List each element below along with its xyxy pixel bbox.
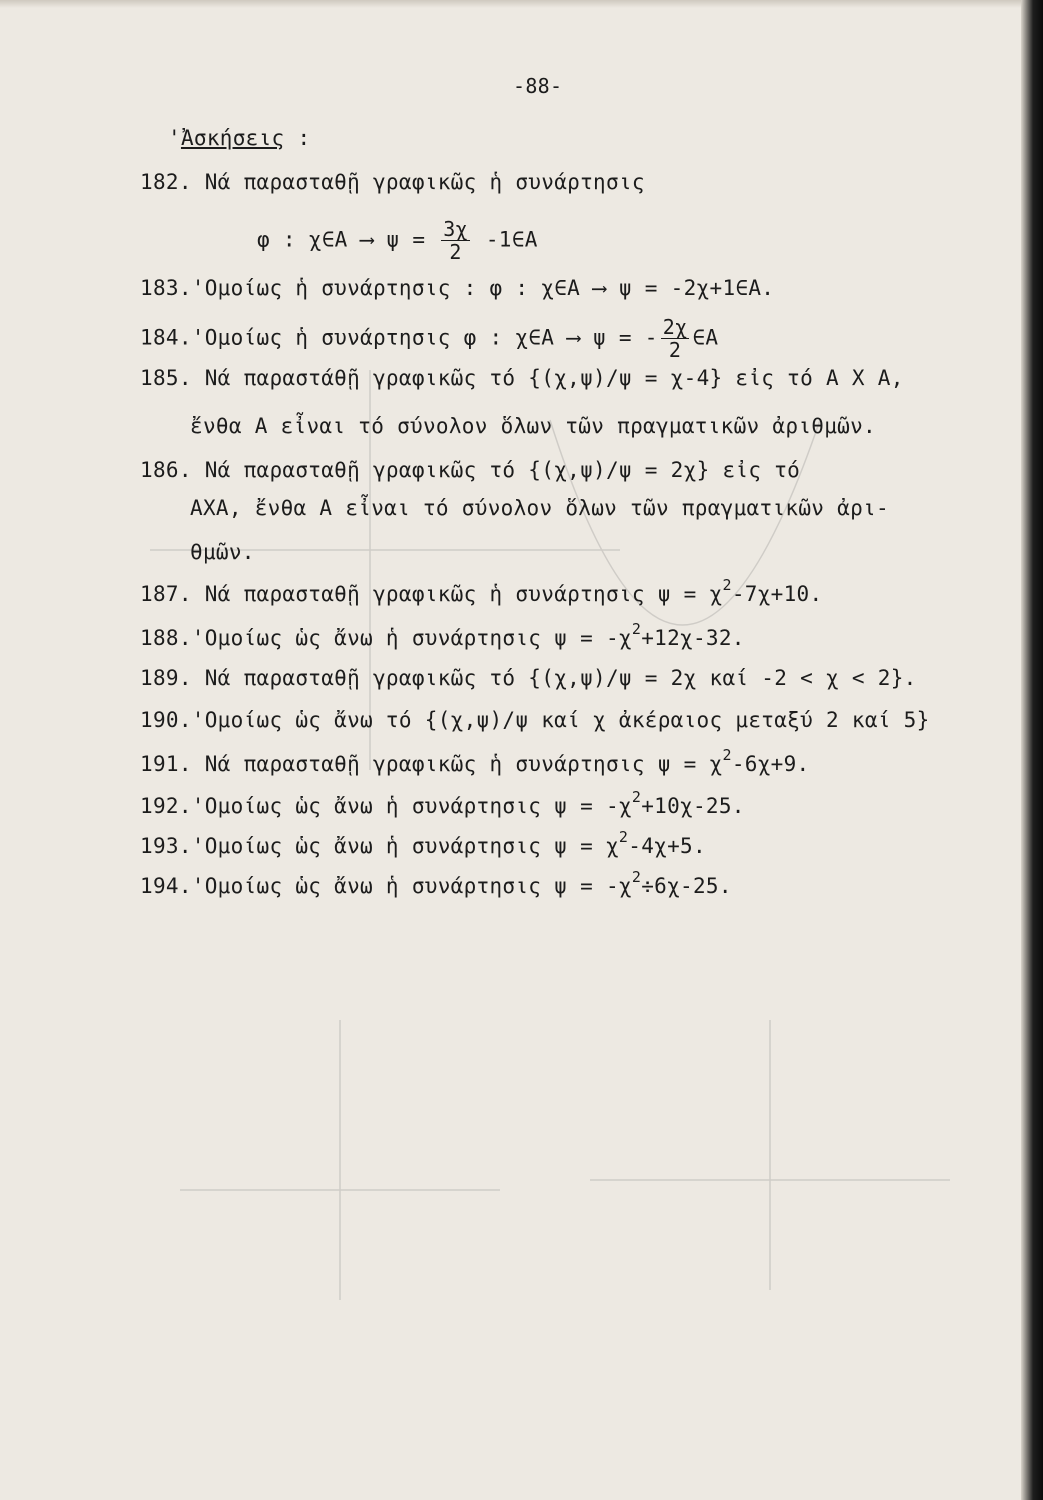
exponent: 2 bbox=[722, 576, 732, 594]
exercise-182 bbox=[140, 168, 645, 196]
exponent: 2 bbox=[631, 620, 642, 638]
exercise-187 bbox=[140, 576, 823, 608]
exercise-text-end: -4χ+5. bbox=[628, 834, 706, 858]
fraction-denominator: 2 bbox=[449, 240, 462, 264]
bleed-through-figure bbox=[120, 70, 1000, 1400]
fraction bbox=[441, 218, 470, 263]
exercise-193 bbox=[140, 828, 706, 860]
exercise-number: 185. bbox=[140, 366, 192, 390]
exercise-text: 'Ομοίως ὡς ἄνω ἡ συνάρτησις ψ = -χ bbox=[191, 626, 632, 650]
page-top-shadow bbox=[0, 0, 1043, 8]
exercise-text: Νά παρασταθῇ γραφικῶς ἡ συνάρτησις bbox=[204, 170, 645, 194]
exercise-186-cont2 bbox=[190, 538, 255, 566]
exercise-191 bbox=[140, 746, 810, 778]
section-heading bbox=[168, 124, 310, 152]
fraction bbox=[661, 316, 690, 361]
exercise-text-end: -6χ+9. bbox=[731, 752, 810, 776]
formula-rhs: -1∈Α bbox=[485, 227, 538, 252]
exercise-text-end: ∈Α bbox=[692, 325, 719, 350]
exercise-text: 'Ομοίως ὡς ἄνω ἡ συνάρτησις ψ = -χ bbox=[191, 874, 632, 898]
heading-apostrophe: ' bbox=[168, 126, 181, 150]
exercise-text: 'Ομοίως ὡς ἄνω ἡ συνάρτησις ψ = χ bbox=[191, 834, 619, 858]
exercise-186 bbox=[140, 456, 800, 484]
fraction-denominator: 2 bbox=[668, 338, 682, 362]
formula-lhs: φ : χ∈Α ⟶ ψ = bbox=[257, 227, 426, 252]
exercise-192 bbox=[140, 788, 745, 820]
exercise-text: Νά παρασταθῇ γραφικῶς ἡ συνάρτησις ψ = χ bbox=[204, 752, 723, 776]
exercise-text-end: +10χ-25. bbox=[641, 794, 745, 818]
exercise-190 bbox=[140, 706, 930, 734]
exercise-number: 184. bbox=[140, 325, 192, 350]
heading-title: Ἀσκήσεις bbox=[180, 126, 285, 150]
page-number: -88- bbox=[513, 74, 563, 98]
exercise-number: 183. bbox=[140, 276, 192, 300]
exercise-text: ἔνθα Α εἶναι τό σύνολον ὅλων τῶν πραγματικῶν ἀριθμῶν. bbox=[190, 414, 876, 438]
exercise-text: ΑΧΑ, ἔνθα Α εἶναι τό σύνολον ὅλων τῶν πραγματικῶν ἀρι- bbox=[190, 496, 889, 520]
exercise-number: 191. bbox=[140, 752, 192, 776]
exercise-183 bbox=[140, 274, 774, 302]
exercise-text: Νά παρασταθῇ γραφικῶς ἡ συνάρτησις ψ = χ bbox=[204, 582, 723, 606]
exercise-185-cont bbox=[190, 412, 876, 440]
exercise-text: 'Ομοίως ἡ συνάρτησις φ : χ∈Α ⟶ ψ = - bbox=[191, 325, 658, 350]
fraction-numerator: 2χ bbox=[662, 315, 688, 339]
fraction-numerator: 3χ bbox=[443, 217, 468, 241]
exercise-number: 187. bbox=[140, 582, 192, 606]
exercise-number: 182. bbox=[140, 170, 192, 194]
exercise-number: 186. bbox=[140, 458, 192, 482]
exercise-188 bbox=[140, 620, 745, 652]
heading-colon: : bbox=[297, 126, 311, 150]
exercise-text: 'Ομοίως ὡς ἄνω τό {(χ,ψ)/ψ καί χ ἀκέραιος μεταξύ 2 καί 5} bbox=[191, 708, 930, 732]
exercise-text: θμῶν. bbox=[190, 540, 255, 564]
exercise-186-cont bbox=[190, 494, 889, 522]
exercise-number: 193. bbox=[140, 834, 192, 858]
exercise-text-end: -7χ+10. bbox=[731, 582, 823, 606]
exponent: 2 bbox=[722, 746, 732, 764]
exercise-182-formula bbox=[257, 218, 538, 263]
page-binding-edge bbox=[1021, 0, 1043, 1500]
exercise-number: 192. bbox=[140, 794, 192, 818]
exercise-194 bbox=[140, 868, 732, 900]
exponent: 2 bbox=[631, 788, 642, 806]
exercise-text-end: ÷6χ-25. bbox=[641, 874, 732, 898]
exercise-text-end: +12χ-32. bbox=[641, 626, 745, 650]
exercise-number: 189. bbox=[140, 666, 192, 690]
exercise-text: 'Ομοίως ἡ συνάρτησις : φ : χ∈Α ⟶ ψ = -2χ+1∈Α. bbox=[191, 276, 775, 300]
exercise-text: 'Ομοίως ὡς ἄνω ἡ συνάρτησις ψ = -χ bbox=[191, 794, 632, 818]
exponent: 2 bbox=[618, 828, 629, 846]
exercise-number: 190. bbox=[140, 708, 192, 732]
exercise-184 bbox=[140, 316, 718, 361]
exercise-185 bbox=[140, 364, 904, 392]
exercise-text: Νά παρασταθῇ γραφικῶς τό {(χ,ψ)/ψ = 2χ καί -2 < χ < 2}. bbox=[204, 666, 917, 690]
exercise-number: 188. bbox=[140, 626, 192, 650]
exponent: 2 bbox=[631, 868, 642, 886]
exercise-189 bbox=[140, 664, 917, 692]
exercise-text: Νά παρασταθῇ γραφικῶς τό {(χ,ψ)/ψ = 2χ} εἰς τό bbox=[204, 458, 801, 482]
exercise-number: 194. bbox=[140, 874, 192, 898]
exercise-text: Νά παραστάθῇ γραφικῶς τό {(χ,ψ)/ψ = χ-4} εἰς τό Α Χ Α, bbox=[204, 366, 904, 390]
